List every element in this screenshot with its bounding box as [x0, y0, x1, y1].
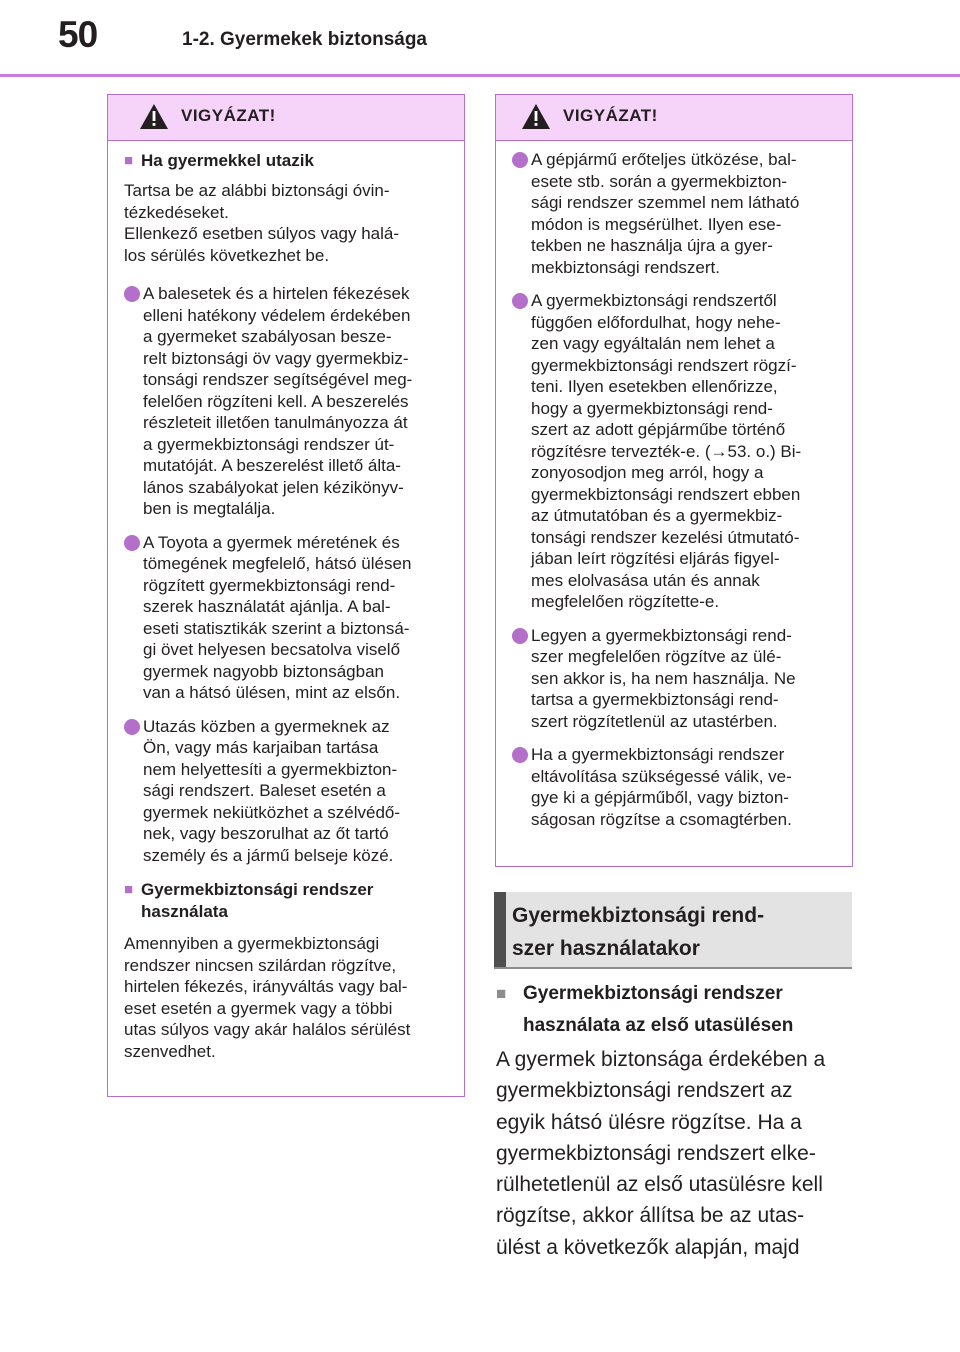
bullet-dot-icon	[512, 152, 528, 168]
warning-triangle-icon	[139, 103, 169, 130]
warning-heading: ■ Ha gyermekkel utazik	[124, 151, 314, 170]
right-warning-box	[495, 94, 853, 867]
warning-title: VIGYÁZAT!	[181, 106, 276, 125]
square-bullet-icon: ■	[124, 152, 134, 169]
warning-bullet: Utazás közben a gyermeknek az Ön, vagy más karjaiban tartása nem helyettesíti a gyermekbizton- sági rendszert. Baleset esetén a gyermek nekiütközhet a szélvédő- nek, vagy beszorulhat az őt tartó személy és a jármű belseje közé.	[124, 716, 450, 867]
warning-header	[496, 95, 852, 141]
warning-bullet: A Toyota a gyermek méretének és tömegének megfelelő, hátsó ülésen rögzített gyermekbiztonsági rend- szerek használatát ajánlja. A bal- eseti statisztikák szerint a biztonsá- gi övet helyesen becsatolva viselő gyermek nagyobb biztonságban van a hátsó ülésen, mint az elsőn.	[124, 532, 450, 704]
warning-paragraph: Amennyiben a gyermekbiztonsági rendszer nincsen szilárdan rögzítve, hirtelen fékezés, irányváltás vagy bal- eset esetén a gyermek vagy a többi utas súlyos vagy akár halálos sérülést szenvedhet.	[124, 934, 411, 1061]
subsection-heading: ■ Gyermekbiztonsági rendszer használata az első utasülésen	[496, 978, 851, 1042]
section-title: 1-2. Gyermekek biztonsága	[182, 29, 427, 50]
left-warning-box	[107, 94, 465, 1097]
bullet-dot-icon	[124, 286, 140, 302]
section-heading-box	[494, 892, 852, 969]
header-rule	[0, 74, 960, 77]
warning-bullet: Ha a gyermekbiztonsági rendszer eltávolítása szükségessé válik, ve- gye ki a gépjárműből, vagy bizton- ságosan rögzítse a csomagtérben.	[512, 744, 838, 830]
square-bullet-icon: ■	[496, 984, 507, 1003]
page-header	[0, 0, 960, 78]
bullet-dot-icon	[512, 293, 528, 309]
section-heading: Gyermekbiztonsági rend- szer használatakor	[512, 904, 765, 960]
warning-heading: ■ Gyermekbiztonsági rendszer használata	[124, 880, 374, 921]
warning-triangle-icon	[521, 103, 551, 130]
warning-paragraph: Tartsa be az alábbi biztonsági óvin- tézkedéseket. Ellenkező esetben súlyos vagy halá- los sérülés következhet be.	[124, 181, 399, 265]
warning-bullet: A gépjármű erőteljes ütközése, bal- esete stb. során a gyermekbizton- sági rendszer szemmel nem látható módon is megsérülhet. Ilyen ese- tekben ne használja újra a gyer- mekbiztonsági rendszert.	[512, 149, 838, 278]
warning-header	[108, 95, 464, 141]
section-heading-bar	[494, 892, 506, 967]
bullet-dot-icon	[512, 747, 528, 763]
warning-bullet: A balesetek és a hirtelen fékezések elleni hatékony védelem érdekében a gyermeket szabályosan besze- relt biztonsági öv vagy gyermekbiz- tonsági rendszer segítségével meg- felelően rögzíteni kell. A beszerelés részleteit illetően tanulmányozza át a gyermekbiztonsági rendszer út- mutatóját. A beszerelést illető álta- lános szabályokat jelen kézikönyv- ben is megtalálja.	[124, 283, 450, 520]
square-bullet-icon: ■	[124, 881, 134, 898]
warning-title: VIGYÁZAT!	[563, 106, 658, 125]
bullet-dot-icon	[124, 719, 140, 735]
body-paragraph: A gyermek biztonsága érdekében a gyermekbiztonsági rendszert az egyik hátsó ülésre rögzítse. Ha a gyermekbiztonsági rendszert elke- rülhetetlenül az első utasülésre kell rögzítse, akkor állítsa be az utas- ülést a következők alapján, majd	[496, 1048, 826, 1259]
bullet-dot-icon	[124, 535, 140, 551]
bullet-dot-icon	[512, 628, 528, 644]
warning-bullet: A gyermekbiztonsági rendszertől függően előfordulhat, hogy nehe- zen vagy egyáltalán nem lehet a gyermekbiztonsági rendszert rögzí- teni. Ilyen esetekben ellenőrizze, hogy a gyermekbiztonsági rend- szert az adott gépjárműbe történő rögzítésre tervezték-e. (→53. o.) Bi- zonyosodjon meg arról, hogy a gyermekbiztonsági rendszert ebben az útmutatóban és a gyermekbiz- tonsági rendszer kezelési útmutató- jában leírt rögzítési eljárás figyel- mes elolvasása után és annak megfelelően rögzítette-e.	[512, 290, 838, 613]
warning-bullet: Legyen a gyermekbiztonsági rend- szer megfelelően rögzítve az ülé- sen akkor is, ha nem használja. Ne tartsa a gyermekbiztonsági rend- szert rögzítetlenül az utastérben.	[512, 625, 838, 733]
page-number: 50	[58, 14, 98, 55]
